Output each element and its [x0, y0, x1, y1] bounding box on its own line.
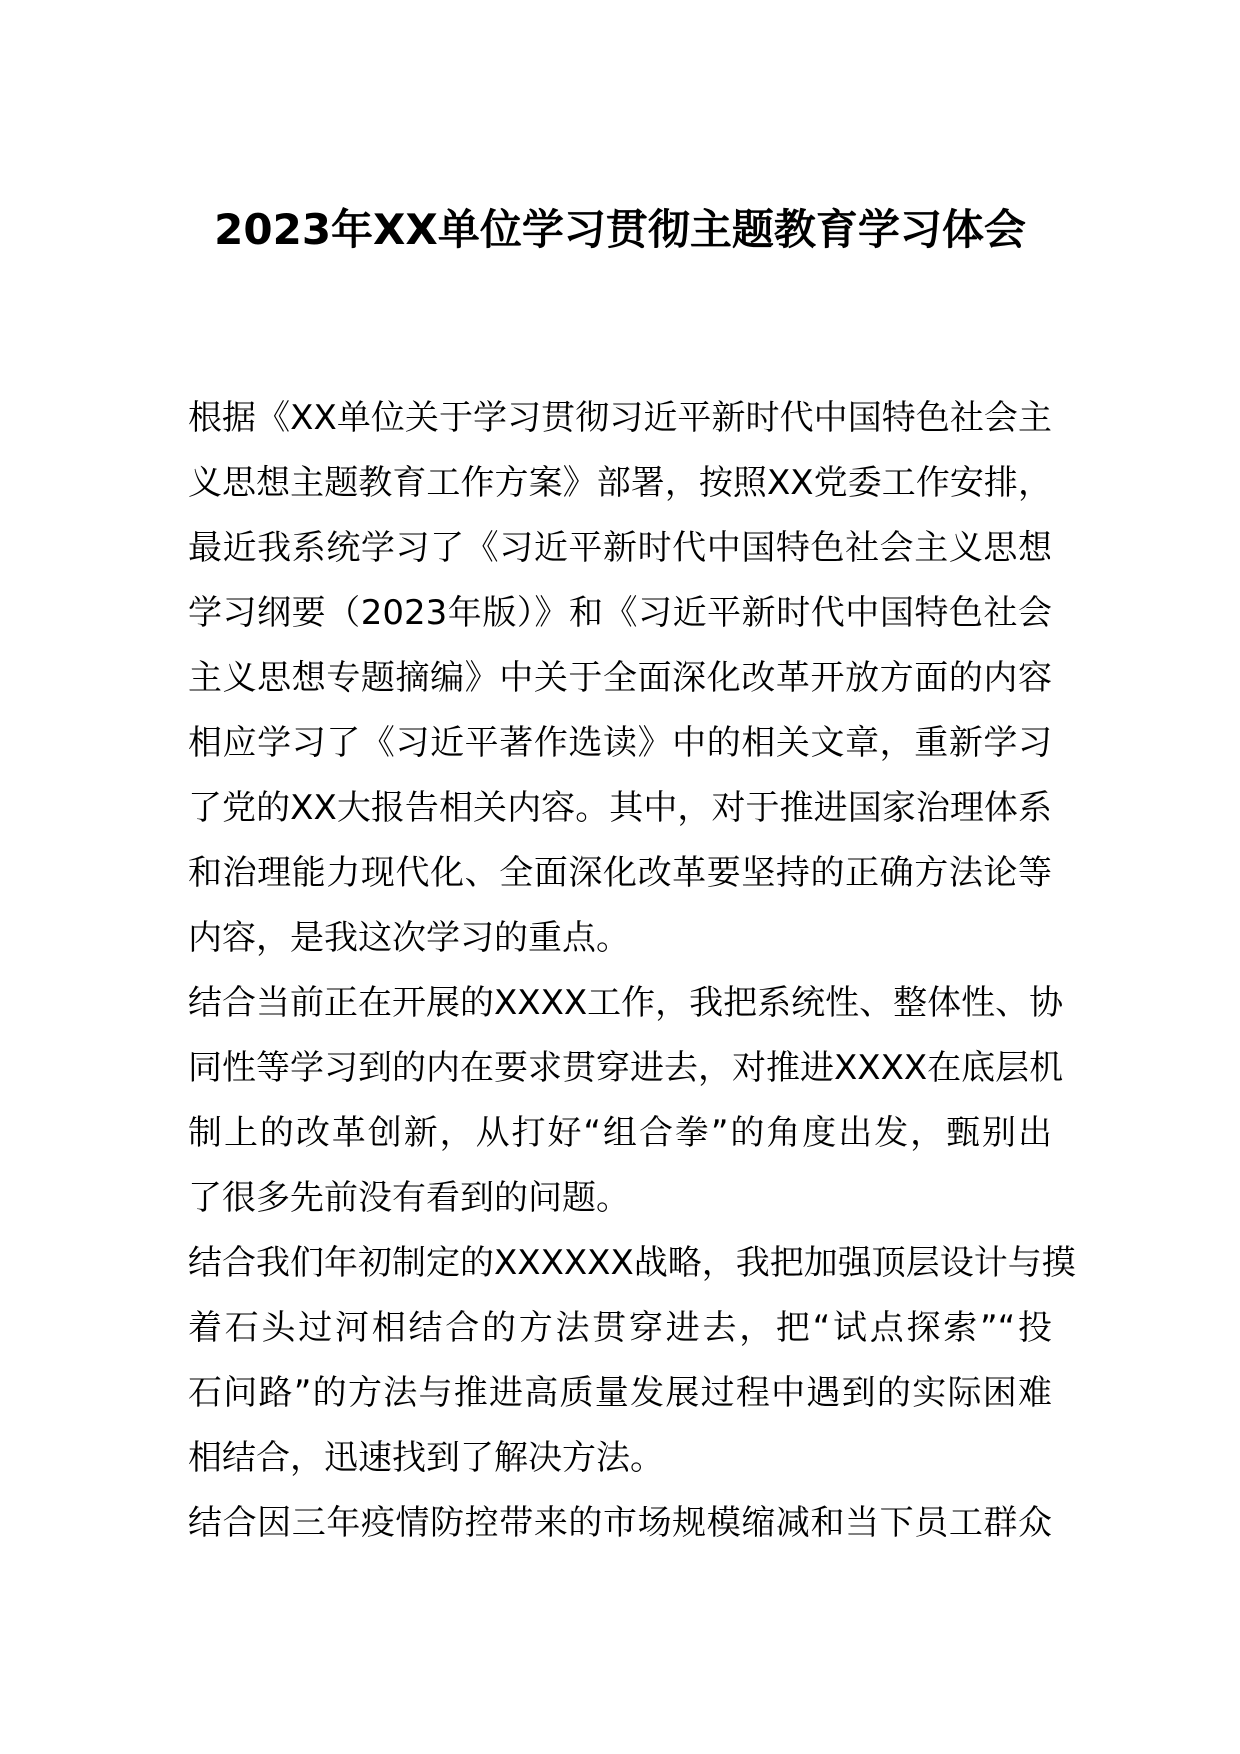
body-line-2: 义思想主题教育工作方案》部署，按照XX党委工作安排，: [188, 463, 1052, 503]
body-line-15: 着石头过河相结合的方法贯穿进去，把“试点探索”“投: [188, 1308, 1052, 1348]
body-line-1: 根据《XX单位关于学习贯彻习近平新时代中国特色社会主: [188, 398, 1052, 438]
body-line-9: 内容，是我这次学习的重点。: [188, 918, 630, 958]
document-title: 2023年XX单位学习贯彻主题教育学习体会: [214, 205, 1026, 254]
body-line-14: 结合我们年初制定的XXXXXX战略，我把加强顶层设计与摸: [188, 1243, 1076, 1283]
body-line-18: 结合因三年疫情防控带来的市场规模缩减和当下员工群众: [188, 1503, 1052, 1543]
body-line-4: 学习纲要（2023年版）》和《习近平新时代中国特色社会: [188, 593, 1052, 633]
body-line-5: 主义思想专题摘编》中关于全面深化改革开放方面的内容: [188, 658, 1052, 698]
body-line-17: 相结合，迅速找到了解决方法。: [188, 1438, 664, 1478]
body-line-12: 制上的改革创新，从打好“组合拳”的角度出发，甄别出: [188, 1113, 1052, 1153]
body-line-7: 了党的XX大报告相关内容。其中，对于推进国家治理体系: [188, 788, 1052, 828]
body-line-6: 相应学习了《习近平著作选读》中的相关文章，重新学习: [188, 723, 1052, 763]
document-body: [188, 386, 1076, 1556]
body-line-11: 同性等学习到的内在要求贯穿进去，对推进XXXX在底层机: [188, 1048, 1064, 1088]
body-line-13: 了很多先前没有看到的问题。: [188, 1178, 630, 1218]
body-line-3: 最近我系统学习了《习近平新时代中国特色社会主义思想: [188, 528, 1052, 568]
body-line-10: 结合当前正在开展的XXXX工作，我把系统性、整体性、协: [188, 983, 1064, 1023]
body-line-8: 和治理能力现代化、全面深化改革要坚持的正确方法论等: [188, 853, 1052, 893]
body-line-16: 石问路”的方法与推进高质量发展过程中遇到的实际困难: [188, 1373, 1052, 1413]
